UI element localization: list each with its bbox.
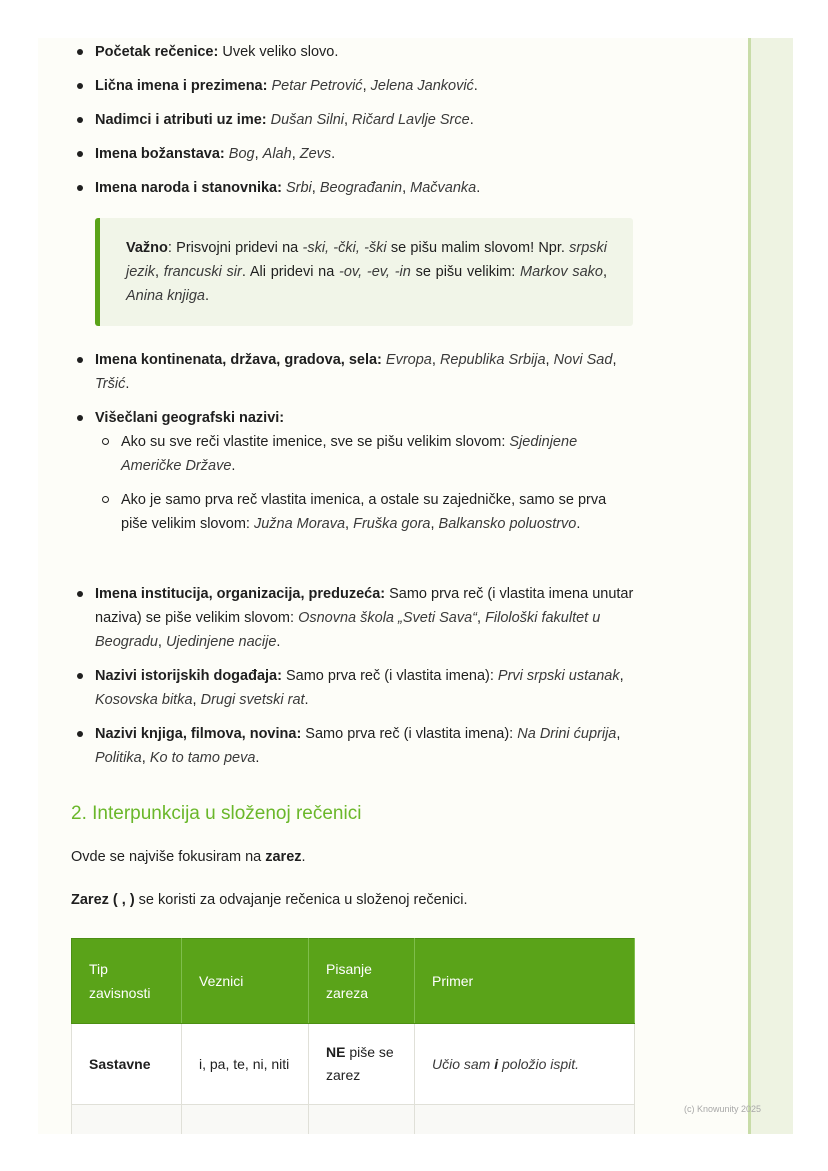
side-strip <box>748 38 793 1134</box>
list-item-label: Imena kontinenata, država, gradova, sela: <box>95 352 382 368</box>
table-header-row <box>72 939 635 1024</box>
important-note: Važno: Prisvojni pridevi na -ski, -čki, -ški se pišu malim slovom! Npr. srpski jezik, francuski sir. Ali pridevi na -ov, -ev, -in se pišu velikim: Markov sako, Anina knjiga. <box>95 218 633 326</box>
list-item-label: Nazivi knjiga, filmova, novina: <box>95 726 302 742</box>
zarez-description: Zarez ( , ) se koristi za odvajanje rečenica u složenoj rečenici. <box>71 892 468 908</box>
table-cell: NE piše se zarez <box>309 1024 415 1105</box>
table-header-cell: Tip zavisnosti <box>72 939 182 1024</box>
table-cell: i, pa, te, ni, niti <box>182 1024 309 1105</box>
list-item: Imena kontinenata, država, gradova, sela: Evropa, Republika Srbija, Novi Sad, Tršić. <box>71 348 634 396</box>
capitalization-list-top <box>71 40 634 200</box>
list-item: Imena institucija, organizacija, preduzeća: Samo prva reč (i vlastita imena unutar naziva) se piše velikim slovom: Osnovna škola „Sveti Sava“, Filološki fakultet u Beogradu, Ujedinjene nacije. <box>71 582 634 654</box>
table-cell: Učio sam i položio ispit. <box>415 1024 635 1105</box>
list-item: Početak rečenice: Uvek veliko slovo. <box>71 40 634 64</box>
list-item-label: Nazivi istorijskih događaja: <box>95 668 282 684</box>
table-cell <box>415 1105 635 1135</box>
table-header-cell: Veznici <box>182 939 309 1024</box>
list-item: Lična imena i prezimena: Petar Petrović, Jelena Janković. <box>71 74 634 98</box>
capitalization-list-bottom <box>71 582 634 770</box>
section-heading: 2. Interpunkcija u složenoj rečenici <box>71 803 362 824</box>
list-item: Nazivi knjiga, filmova, novina: Samo prva reč (i vlastita imena): Na Drini ćuprija, Politika, Ko to tamo peva. <box>71 722 634 770</box>
document-page <box>38 38 748 1134</box>
list-item-label: Višečlani geografski nazivi: <box>95 410 285 426</box>
list-item: Imena božanstava: Bog, Alah, Zevs. <box>71 142 634 166</box>
table-row <box>72 1105 635 1135</box>
comma-rules-table <box>71 938 635 1134</box>
list-item-label: Početak rečenice: <box>95 44 219 60</box>
sub-list <box>95 430 634 536</box>
table-cell <box>309 1105 415 1135</box>
watermark: (c) Knowunity 2025 <box>684 1104 762 1114</box>
list-item-label: Imena božanstava: <box>95 146 225 162</box>
sub-list-item: Ako su sve reči vlastite imenice, sve se pišu velikim slovom: Sjedinjene Američke Države. <box>95 430 634 478</box>
section-intro: Ovde se najviše fokusiram na zarez. <box>71 849 306 865</box>
table-cell: Sastavne <box>72 1024 182 1105</box>
list-item-label: Imena naroda i stanovnika: <box>95 180 282 196</box>
list-item: Imena naroda i stanovnika: Srbi, Beograđanin, Mačvanka. <box>71 176 634 200</box>
list-item-label: Nadimci i atributi uz ime: <box>95 112 267 128</box>
list-item: Nazivi istorijskih događaja: Samo prva reč (i vlastita imena): Prvi srpski ustanak, Kosovska bitka, Drugi svetski rat. <box>71 664 634 712</box>
list-item-label: Lična imena i prezimena: <box>95 78 268 94</box>
list-item: Nadimci i atributi uz ime: Dušan Silni, Ričard Lavlje Srce. <box>71 108 634 132</box>
table-cell <box>182 1105 309 1135</box>
table-cell <box>72 1105 182 1135</box>
sub-list-item: Ako je samo prva reč vlastita imenica, a ostale su zajedničke, samo se prva piše velikim slovom: Južna Morava, Fruška gora, Balkansko poluostrvo. <box>95 488 634 536</box>
list-item <box>71 406 634 536</box>
table-header-cell: Primer <box>415 939 635 1024</box>
capitalization-list-middle <box>71 348 634 536</box>
table-header-cell: Pisanje zareza <box>309 939 415 1024</box>
table-row <box>72 1024 635 1105</box>
list-item-label: Imena institucija, organizacija, preduzeća: <box>95 586 386 602</box>
